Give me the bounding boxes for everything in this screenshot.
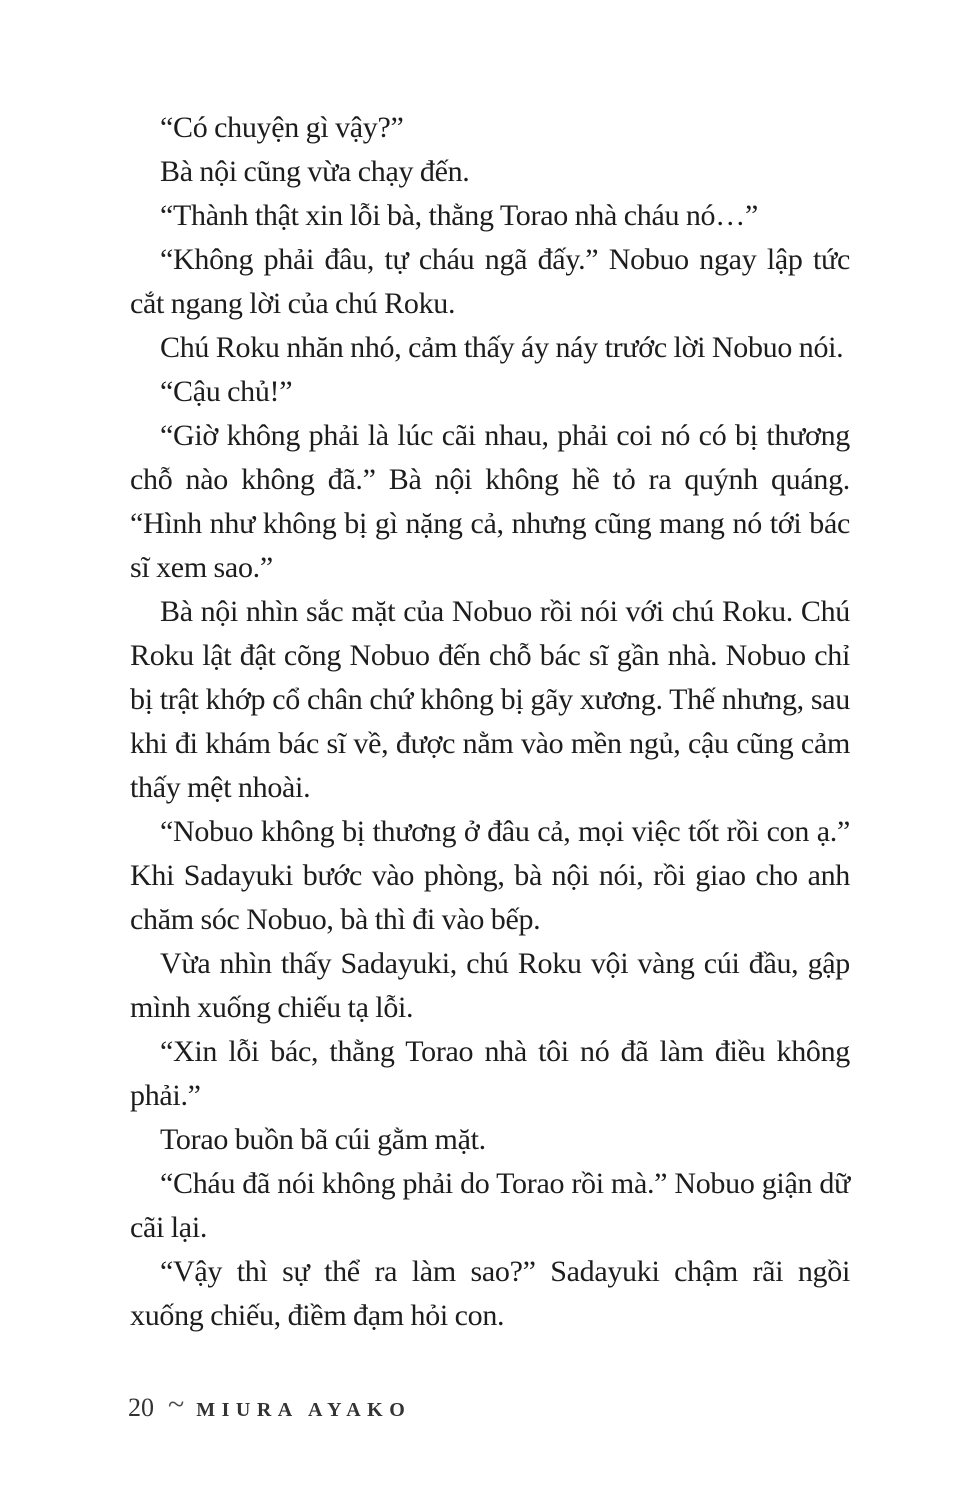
paragraph: “Xin lỗi bác, thằng Torao nhà tôi nó đã làm điều không phải.” [130,1035,850,1112]
paragraph: “Nobuo không bị thương ở đâu cả, mọi việc tốt rồi con ạ.” Khi Sadayuki bước vào phòng, bà nội nói, rồi giao cho anh chăm sóc Nobuo, bà thì đi vào bếp. [130,815,850,936]
paragraph: Vừa nhìn thấy Sadayuki, chú Roku vội vàng cúi đầu, gập mình xuống chiếu tạ lỗi. [130,947,850,1024]
page-number: 20 [128,1393,154,1422]
body-text [130,106,850,1338]
paragraph: “Không phải đâu, tự cháu ngã đấy.” Nobuo ngay lập tức cắt ngang lời của chú Roku. [130,243,850,320]
page-footer [128,1390,411,1424]
paragraph: “Cậu chủ!” [160,375,293,408]
author-name: MIURA AYAKO [196,1399,412,1421]
paragraph: Chú Roku nhăn nhó, cảm thấy áy náy trước lời Nobuo nói. [160,331,844,364]
paragraph: Torao buồn bã cúi gằm mặt. [160,1123,486,1156]
paragraph: “Thành thật xin lỗi bà, thằng Torao nhà cháu nó…” [160,199,758,232]
paragraph: “Vậy thì sự thể ra làm sao?” Sadayuki chậm rãi ngồi xuống chiếu, điềm đạm hỏi con. [130,1255,850,1332]
paragraph: “Giờ không phải là lúc cãi nhau, phải coi nó có bị thương chỗ nào không đã.” Bà nội không hề tỏ ra quýnh quáng. “Hình như không bị gì nặng cả, nhưng cũng mang nó tới bác sĩ xem sao.” [130,419,850,584]
paragraph: Bà nội nhìn sắc mặt của Nobuo rồi nói với chú Roku. Chú Roku lật đật cõng Nobuo đến chỗ bác sĩ gần nhà. Nobuo chỉ bị trật khớp cổ chân chứ không bị gãy xương. Thế nhưng, sau khi đi khám bác sĩ về, được nằm vào mền ngủ, cậu cũng cảm thấy mệt nhoài. [130,595,850,804]
paragraph: “Có chuyện gì vậy?” [160,111,404,144]
paragraph: Bà nội cũng vừa chạy đến. [160,155,470,188]
tilde-separator-icon: ~ [168,1388,185,1421]
paragraph: “Cháu đã nói không phải do Torao rồi mà.” Nobuo giận dữ cãi lại. [130,1167,850,1244]
